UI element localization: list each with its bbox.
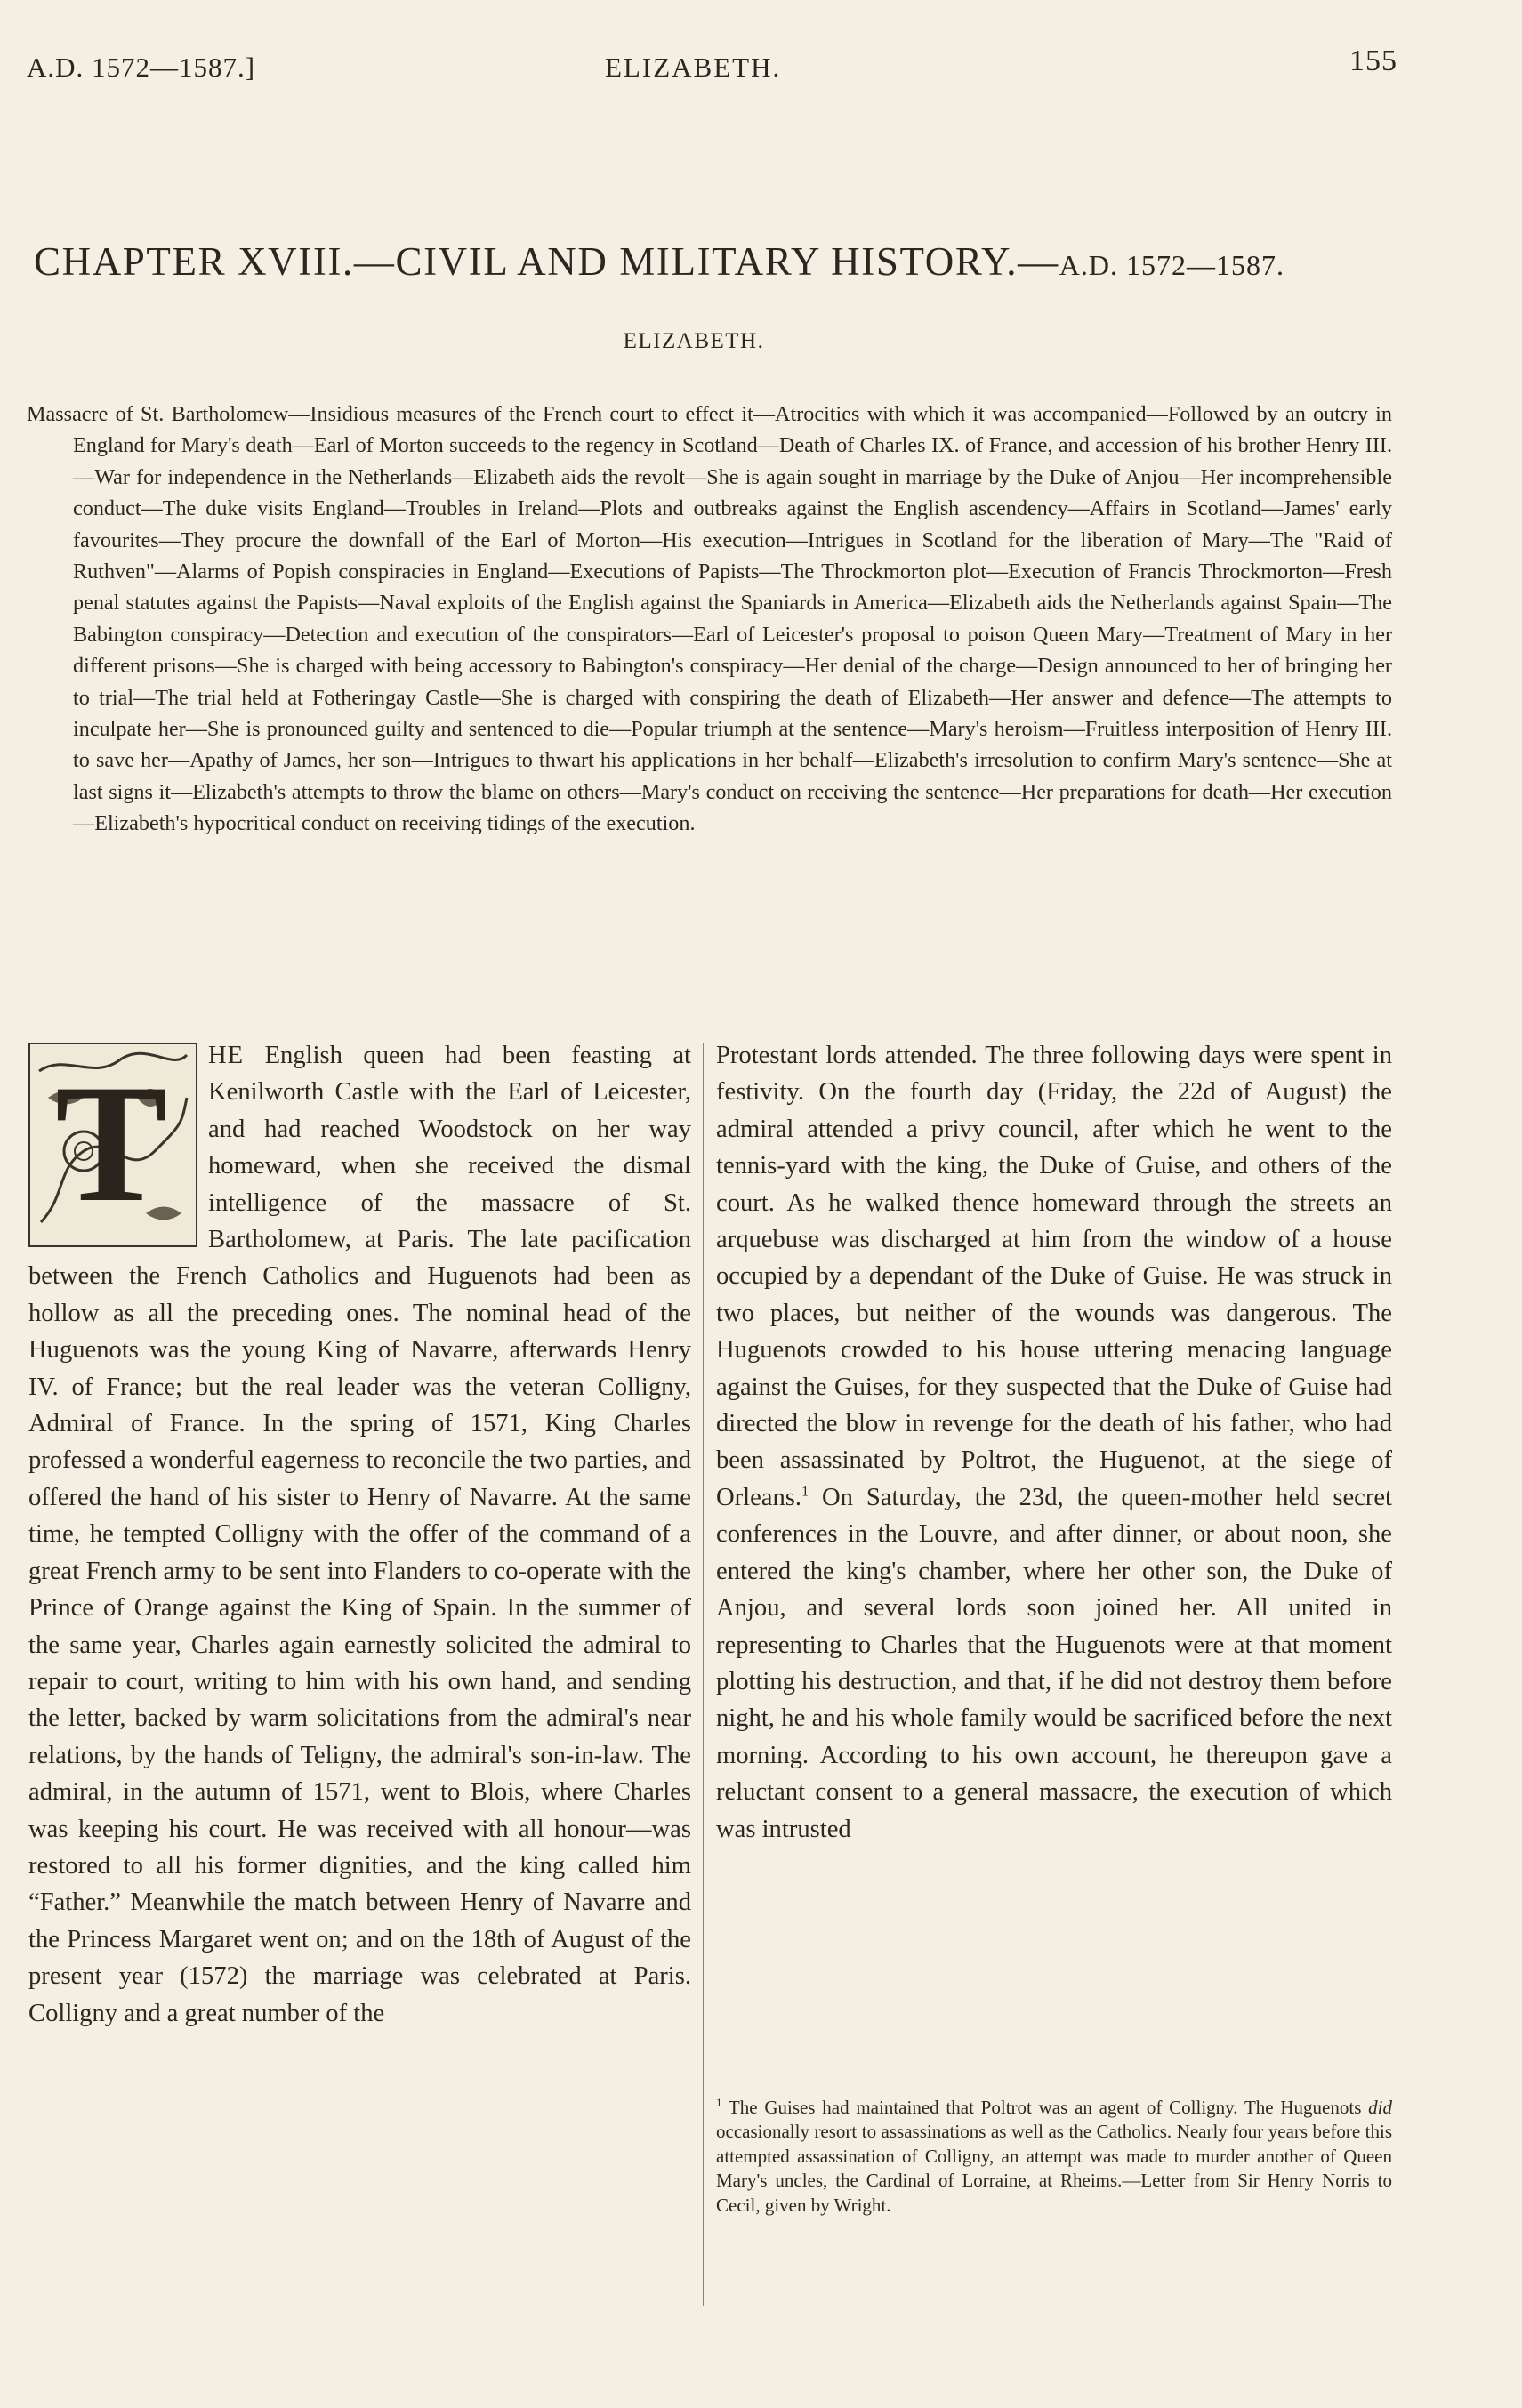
running-header-date-range: A.D. 1572—1587.] [27,52,256,83]
footnote-reference[interactable]: 1 [801,1484,809,1500]
chapter-synopsis [27,399,1392,840]
left-column-text: English queen had been feasting at Kenilworth Castle with the Earl of Leicester, and had reached Woodstock on her way homeward, when she received the dismal intelligence of the massacre of St. Bartholomew, at Paris. The late pacification between the French Catholics and Huguenots had been as hollow as all the preceding ones. The nominal head of the Huguenots was the young King of Navarre, afterwards Henry IV. of France; but the real leader was the veteran Colligny, Admiral of France. In the spring of 1571, King Charles professed a wonderful eagerness to reconcile the two parties, and offered the hand of his sister to Henry of Navarre. At the same time, he tempted Colligny with the offer of the command of a great French army to be sent into Flanders to co-operate with the Prince of Orange against the King of Spain. In the summer of the same year, Charles again earnestly solicited the admiral to repair to court, writing to him with his own hand, and sending the letter, backed by warm solicitations from the admiral's near relations, by the hands of Teligny, the admiral's son-in-law. The admiral, in the autumn of 1571, went to Blois, where Charles was keeping his court. He was received with all honour—was restored to all his former dignities, and the king called him “Father.” Meanwhile the match between Henry of Navarre and the Princess Margaret went on; and on the 18th of August of the present year (1572) the marriage was celebrated at Paris. Colligny and a great number of the [28,1042,691,2027]
right-column-text-b: On Saturday, the 23d, the queen-mother held secret conferences in the Louvre, and after dinner, or about noon, she entered the king's chamber, where her other son, the Duke of Anjou, and several lords soon joined her. All united in representing to Charles that the Huguenots were at that moment plotting his destruction, and that, if he did not destroy them before night, he and his whole family would be sacrificed before the next morning. According to his own account, he thereupon gave a reluctant consent to a general massacre, the execution of which was intrusted [716,1483,1392,1843]
page-number: 155 [1349,44,1397,77]
first-word-rest: HE [208,1042,245,1069]
synopsis-text: Massacre of St. Bartholomew—Insidious measures of the French court to effect it—Atrocities with which it was accompanied—Followed by an outcry in England for Mary's death—Earl of Morton succeeds to the regency in Scotland—Death of Charles IX. of France, and accession of his brother Henry III.—War for independence in the Netherlands—Elizabeth aids the revolt—She is again sought in marriage by the Duke of Anjou—Her incomprehensible conduct—The duke visits England—Troubles in Ireland—Plots and outbreaks against the English ascendency—Affairs in Scotland—James' early favourites—They procure the downfall of the Earl of Morton—His execution—Intrigues in Scotland for the liberation of Mary—The "Raid of Ruthven"—Alarms of Popish conspiracies in England—Executions of Papists—The Throckmorton plot—Execution of Francis Throckmorton—Fresh penal statutes against the Papists—Naval exploits of the English against the Spaniards in America—Elizabeth aids the Netherlands against Spain—The Babington conspiracy—Detection and execution of the conspirators—Earl of Leicester's proposal to poison Queen Mary—Treatment of Mary in her different prisons—She is charged with being accessory to Babington's conspiracy—Her denial of the charge—Design announced to her of bringing her to trial—The trial held at Fotheringay Castle—She is charged with conspiring the death of Elizabeth—Her answer and defence—The attempts to inculpate her—She is pronounced guilty and sentenced to die—Popular triumph at the sentence—Mary's heroism—Fruitless interposition of Henry III. to save her—Apathy of James, her son—Intrigues to thwart his applications in her behalf—Elizabeth's irresolution to confirm Mary's sentence—She at last signs it—Elizabeth's attempts to throw the blame on others—Mary's conduct on receiving the sentence—Her preparations for death—Her execution—Elizabeth's hypocritical conduct on receiving tidings of the execution. [27,402,1392,836]
footnote [716,2096,1392,2218]
right-column-text-a: Protestant lords attended. The three following days were spent in festivity. On the fourth day (Friday, the 22d of August) the admiral attended a privy council, after which he went to the tennis-yard with the king, the Duke of Guise, and others of the court. As he walked thence homeward through the streets an arquebuse was discharged at him from the window of a house occupied by a dependant of the Duke of Guise. He was struck in two places, but neither of the wounds was dangerous. The Huguenots crowded to his house uttering menacing language against the Guises, for they suspected that the Duke of Guise had directed the blow in revenge for the death of his father, who had been assassinated by Poltrot, the Huguenot, at the siege of Orleans. [716,1042,1392,1511]
footnote-marker: 1 [716,2096,722,2109]
drop-cap-letter: T [55,1051,168,1237]
running-header-title: ELIZABETH. [605,52,782,83]
left-column [28,1037,691,2032]
running-header [27,44,1397,89]
footnote-text-b: occasionally resort to assassinations as well as the Catholics. Nearly four years before this attempted assassination of Colligny, an attempt was made to murder another of Queen Mary's uncles, the Cardinal of Lorraine, at Rheims.—Letter from Sir Henry Norris to Cecil, given by Wright. [716,2121,1392,2216]
right-column-paragraph [716,1037,1392,1848]
chapter-title [34,238,1386,285]
footnote-emphasis: did [1368,2097,1392,2118]
chapter-title-text: CHAPTER XVIII.—CIVIL AND MILITARY HISTORY.— [34,239,1059,284]
footnote-text-a: The Guises had maintained that Poltrot was an agent of Colligny. The Huguenots [721,2097,1369,2118]
column-divider [703,1043,704,2306]
ornamental-drop-cap [28,1043,197,1247]
chapter-date: A.D. 1572—1587. [1059,249,1284,281]
right-column [716,1037,1392,1848]
chapter-subtitle: ELIZABETH. [623,329,765,353]
